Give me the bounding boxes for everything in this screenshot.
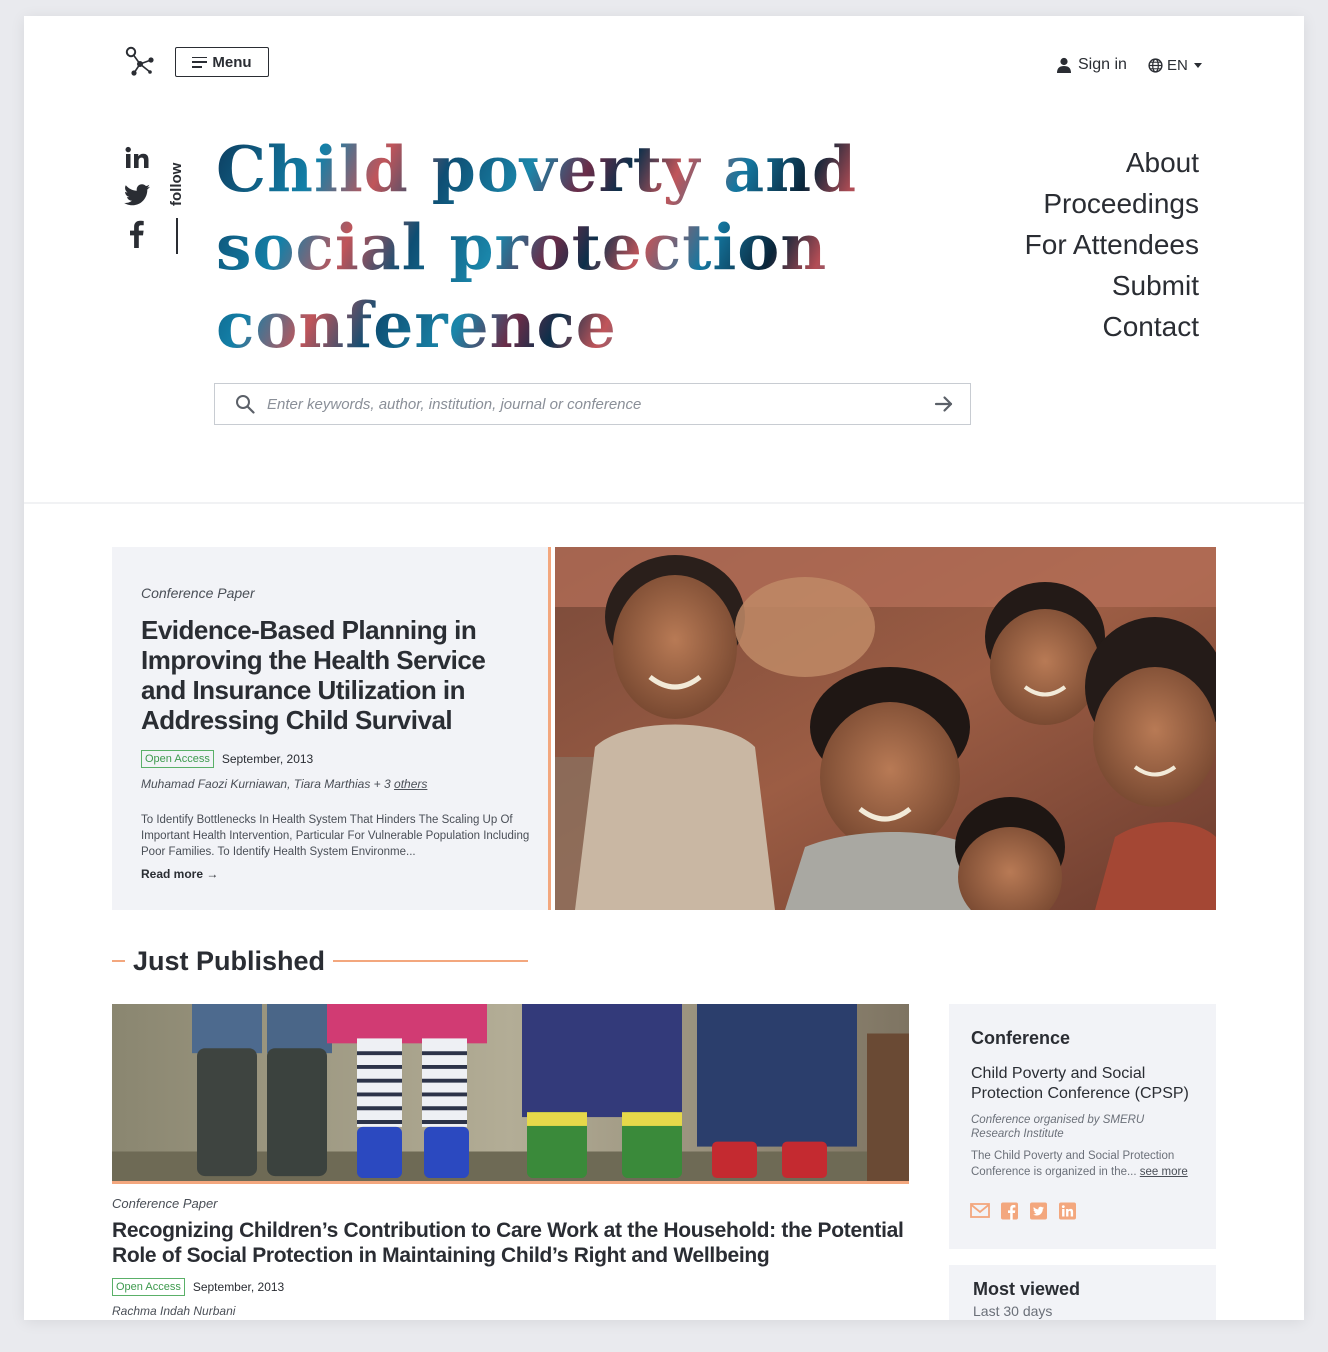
featured-paper-card[interactable] <box>112 547 551 910</box>
search-input[interactable] <box>267 396 934 413</box>
user-icon <box>1056 57 1072 73</box>
featured-authors <box>141 777 427 791</box>
featured-image-children <box>555 547 1216 910</box>
sign-in-button[interactable] <box>1056 54 1127 76</box>
featured-authors-others-link[interactable]: others <box>394 777 428 791</box>
main-nav <box>1025 142 1199 347</box>
page <box>24 16 1304 1320</box>
menu-label: Menu <box>212 53 252 71</box>
twitter-icon[interactable] <box>124 184 150 206</box>
paper-image-boots <box>112 1004 909 1184</box>
paper-title[interactable]: Recognizing Children’s Contribution to Care Work at the Household: the Potential Role of Social Protection in Maintaining Child’s Right and Wellbeing <box>112 1219 904 1267</box>
share-icons <box>970 1202 1077 1220</box>
read-more-link[interactable] <box>141 867 218 881</box>
most-viewed-subtitle: Last 30 days <box>973 1303 1053 1319</box>
hero-title-line-1: Child poverty and <box>216 132 858 206</box>
section-divider <box>24 502 1304 504</box>
just-published-heading <box>112 944 528 978</box>
mail-icon[interactable] <box>970 1202 990 1220</box>
search-bar <box>214 383 971 425</box>
arrow-right-icon[interactable] <box>934 394 954 414</box>
featured-meta <box>141 750 313 768</box>
follow-label: follow <box>168 162 185 206</box>
sign-in-label: Sign in <box>1078 56 1127 73</box>
hero-title-line-2: social protection <box>216 210 828 284</box>
logo-icon[interactable] <box>124 46 156 78</box>
see-more-link[interactable]: see more <box>1139 1166 1188 1178</box>
nav-contact[interactable]: Contact <box>1102 311 1199 342</box>
social-links <box>124 146 156 262</box>
paper-date: September, 2013 <box>192 1280 285 1294</box>
conference-info-panel <box>949 1004 1216 1249</box>
conference-heading: Conference <box>971 1028 1071 1048</box>
featured-date: September, 2013 <box>221 752 314 766</box>
menu-button[interactable] <box>175 47 269 77</box>
conference-description-text: The Child Poverty and Social Protection Conference is organized in the... <box>971 1150 1175 1178</box>
paper-kicker: Conference Paper <box>112 1196 218 1211</box>
conference-organiser: Conference organised by SMERU Research Institute <box>971 1114 1145 1140</box>
search-icon <box>235 394 255 414</box>
featured-kicker: Conference Paper <box>141 585 255 601</box>
caret-down-icon <box>1194 63 1202 68</box>
just-published-title: Just Published <box>133 945 326 976</box>
paper-meta <box>112 1278 284 1296</box>
paper-authors: Rachma Indah Nurbani <box>112 1304 236 1318</box>
featured-authors-text: Muhamad Faozi Kurniawan, Tiara Marthias + 3 <box>141 777 391 791</box>
heading-accent-dash <box>112 960 125 962</box>
follow-label-block <box>166 150 186 256</box>
language-label: EN <box>1167 56 1188 74</box>
arrow-right-icon: → <box>206 867 219 881</box>
hamburger-icon <box>192 57 207 68</box>
open-access-badge: Open Access <box>112 1278 185 1296</box>
hero-title <box>216 130 936 364</box>
most-viewed-panel <box>949 1265 1216 1320</box>
read-more-label: Read more <box>141 867 204 881</box>
facebook-square-icon[interactable] <box>1000 1202 1019 1220</box>
linkedin-icon[interactable] <box>124 146 150 170</box>
featured-abstract: To Identify Bottlenecks In Health System That Hinders The Scaling Up Of Important Health Intervention, Particular For Vulnerable Population Including Poor Families. To Identify Health System Environme... <box>141 814 530 858</box>
linkedin-square-icon[interactable] <box>1058 1202 1077 1220</box>
nav-for-attendees[interactable]: For Attendees <box>1024 229 1199 260</box>
most-viewed-heading: Most viewed <box>973 1279 1081 1299</box>
nav-proceedings[interactable]: Proceedings <box>1043 188 1199 219</box>
globe-icon <box>1148 58 1163 73</box>
open-access-badge: Open Access <box>141 750 214 768</box>
language-selector[interactable] <box>1148 54 1202 76</box>
nav-about[interactable]: About <box>1125 147 1199 178</box>
conference-name[interactable]: Child Poverty and Social Protection Conference (CPSP) <box>971 1065 1189 1102</box>
conference-description <box>971 1148 1201 1180</box>
follow-divider <box>176 218 178 254</box>
featured-title[interactable]: Evidence-Based Planning in Improving the Health Service and Insurance Utilization in Addressing Child Survival <box>141 615 486 735</box>
nav-submit[interactable]: Submit <box>1111 270 1199 301</box>
hero-title-line-3: conference <box>216 288 617 362</box>
facebook-icon[interactable] <box>124 220 150 248</box>
heading-accent-line <box>333 960 528 962</box>
twitter-square-icon[interactable] <box>1029 1202 1048 1220</box>
